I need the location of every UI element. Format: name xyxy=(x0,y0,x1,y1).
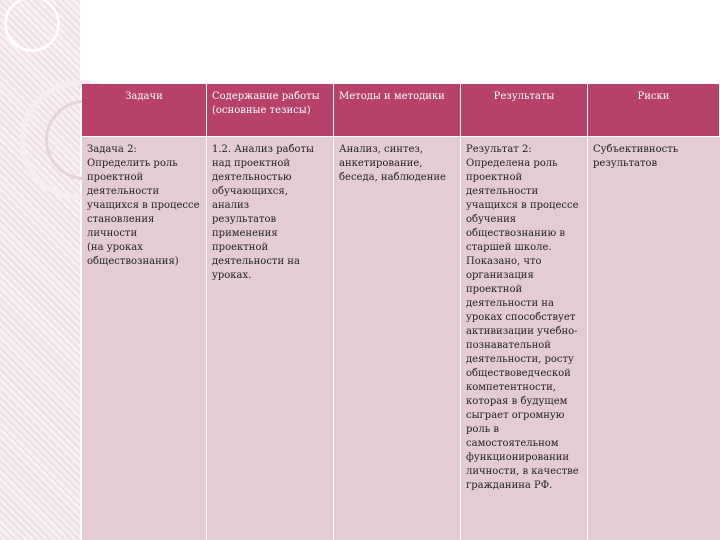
cell-content: 1.2. Анализ работы над проектной деятельностью обучающихся, анализ результатов применения проектной деятельности на уроках. xyxy=(207,136,334,540)
cell-risks: Субъективность результатов xyxy=(588,136,720,540)
tasks-table xyxy=(82,84,720,540)
header-results: Результаты xyxy=(461,84,588,136)
cell-methods: Анализ, синтез, анкетирование, беседа, наблюдение xyxy=(334,136,461,540)
cell-task: Задача 2: Определить роль проектной деятельности учащихся в процессе становления личности (на уроках обществознания) xyxy=(82,136,207,540)
header-risks: Риски xyxy=(588,84,720,136)
header-content: Содержание работы (основные тезисы) xyxy=(207,84,334,136)
header-methods: Методы и методики xyxy=(334,84,461,136)
header-tasks: Задачи xyxy=(82,84,207,136)
cell-results: Результат 2: Определена роль проектной деятельности учащихся в процессе обучения обществознанию в старшей школе. Показано, что организация проектной деятельности на уроках способствует активизации учебно- познавательной деятельности, росту обществоведческой компетентности, которая в будущем сыграет огромную роль в самостоятельном функционировании личности, в качестве гражданина РФ. xyxy=(461,136,588,540)
